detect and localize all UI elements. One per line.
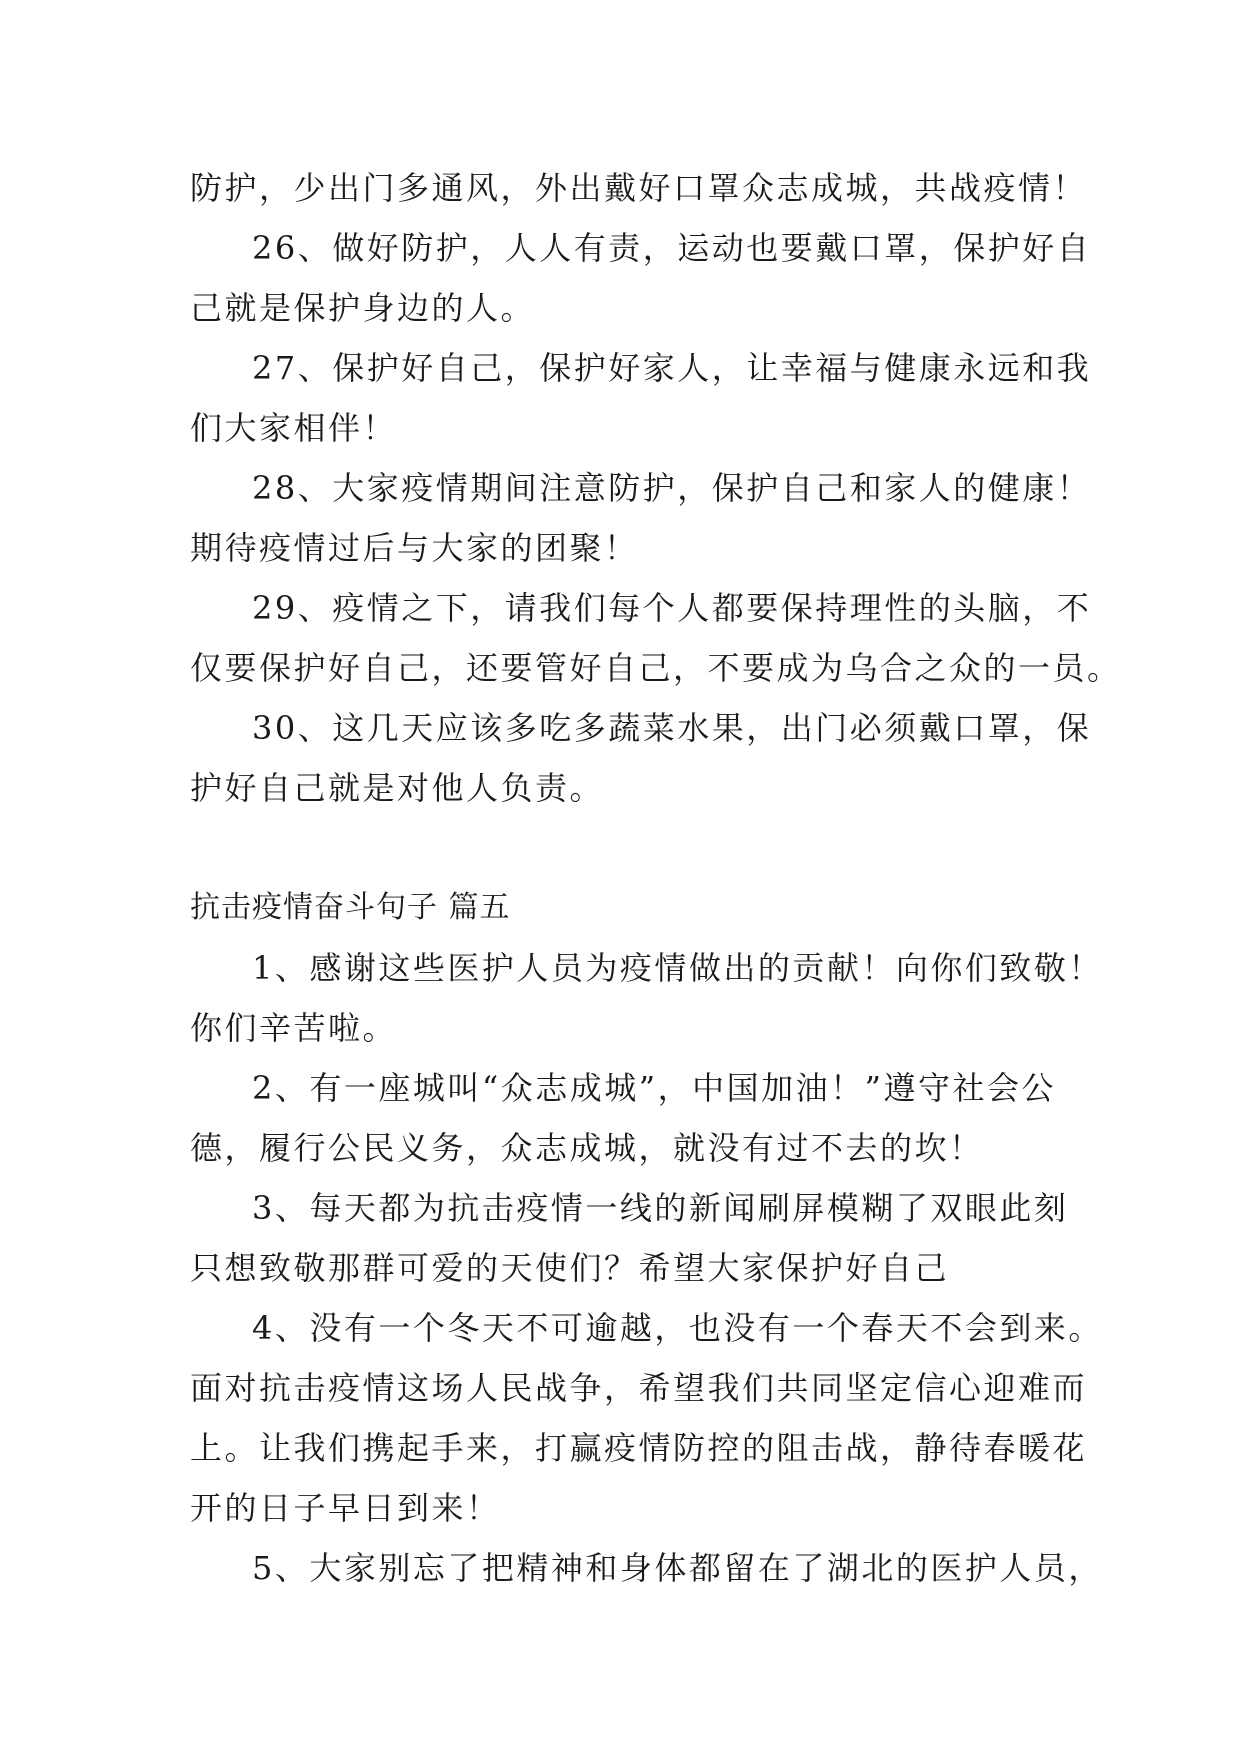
list-item-28-line-1: 28、大家疫情期间注意防护，保护自己和家人的健康！: [252, 469, 1092, 507]
list-item-27-line-1: 27、保护好自己，保护好家人，让幸福与健康永远和我: [252, 349, 1092, 387]
list-item-3-line-1: 3、每天都为抗击疫情一线的新闻刷屏模糊了双眼此刻: [252, 1189, 1069, 1227]
document-body: [190, 158, 1122, 1598]
list-item-4-line-4: 开的日子早日到来！: [190, 1489, 501, 1527]
list-item-26-line-1: 26、做好防护，人人有责，运动也要戴口罩，保护好自: [252, 229, 1092, 267]
list-item-30-line-1: 30、这几天应该多吃多蔬菜水果，出门必须戴口罩，保: [252, 709, 1092, 747]
list-item-2-line-1: 2、有一座城叫“众志成城”，中国加油！”遵守社会公: [252, 1069, 1056, 1107]
paragraph-line: 防护，少出门多通风，外出戴好口罩众志成城，共战疫情！: [190, 169, 1088, 207]
list-item-30-line-2: 护好自己就是对他人负责。: [190, 769, 605, 807]
list-item-4-line-3: 上。让我们携起手来，打赢疫情防控的阻击战，静待春暖花: [190, 1429, 1088, 1467]
list-item-4-line-1: 4、没有一个冬天不可逾越，也没有一个春天不会到来。: [252, 1309, 1103, 1347]
list-item-28-line-2: 期待疫情过后与大家的团聚！: [190, 529, 639, 567]
list-item-29-line-2: 仅要保护好自己，还要管好自己，不要成为乌合之众的一员。: [190, 649, 1122, 687]
list-item-3-line-2: 只想致敬那群可爱的天使们？希望大家保护好自己: [190, 1249, 950, 1287]
section-gap: [190, 818, 1050, 878]
list-item-1-line-2: 你们辛苦啦。: [190, 1009, 398, 1047]
list-item-29-line-1: 29、疫情之下，请我们每个人都要保持理性的头脑，不: [252, 589, 1092, 627]
list-item-1-line-1: 1、感谢这些医护人员为疫情做出的贡献！向你们致敬！: [252, 949, 1103, 987]
list-item-2-line-2: 德，履行公民义务，众志成城，就没有过不去的坎！: [190, 1129, 984, 1167]
list-item-27-line-2: 们大家相伴！: [190, 409, 398, 447]
list-item-5-line-1: 5、大家别忘了把精神和身体都留在了湖北的医护人员，: [252, 1549, 1103, 1587]
list-item-4-line-2: 面对抗击疫情这场人民战争，希望我们共同坚定信心迎难而: [190, 1369, 1088, 1407]
section-heading: 抗击疫情奋斗句子 篇五: [190, 890, 511, 925]
list-item-26-line-2: 己就是保护身边的人。: [190, 289, 536, 327]
